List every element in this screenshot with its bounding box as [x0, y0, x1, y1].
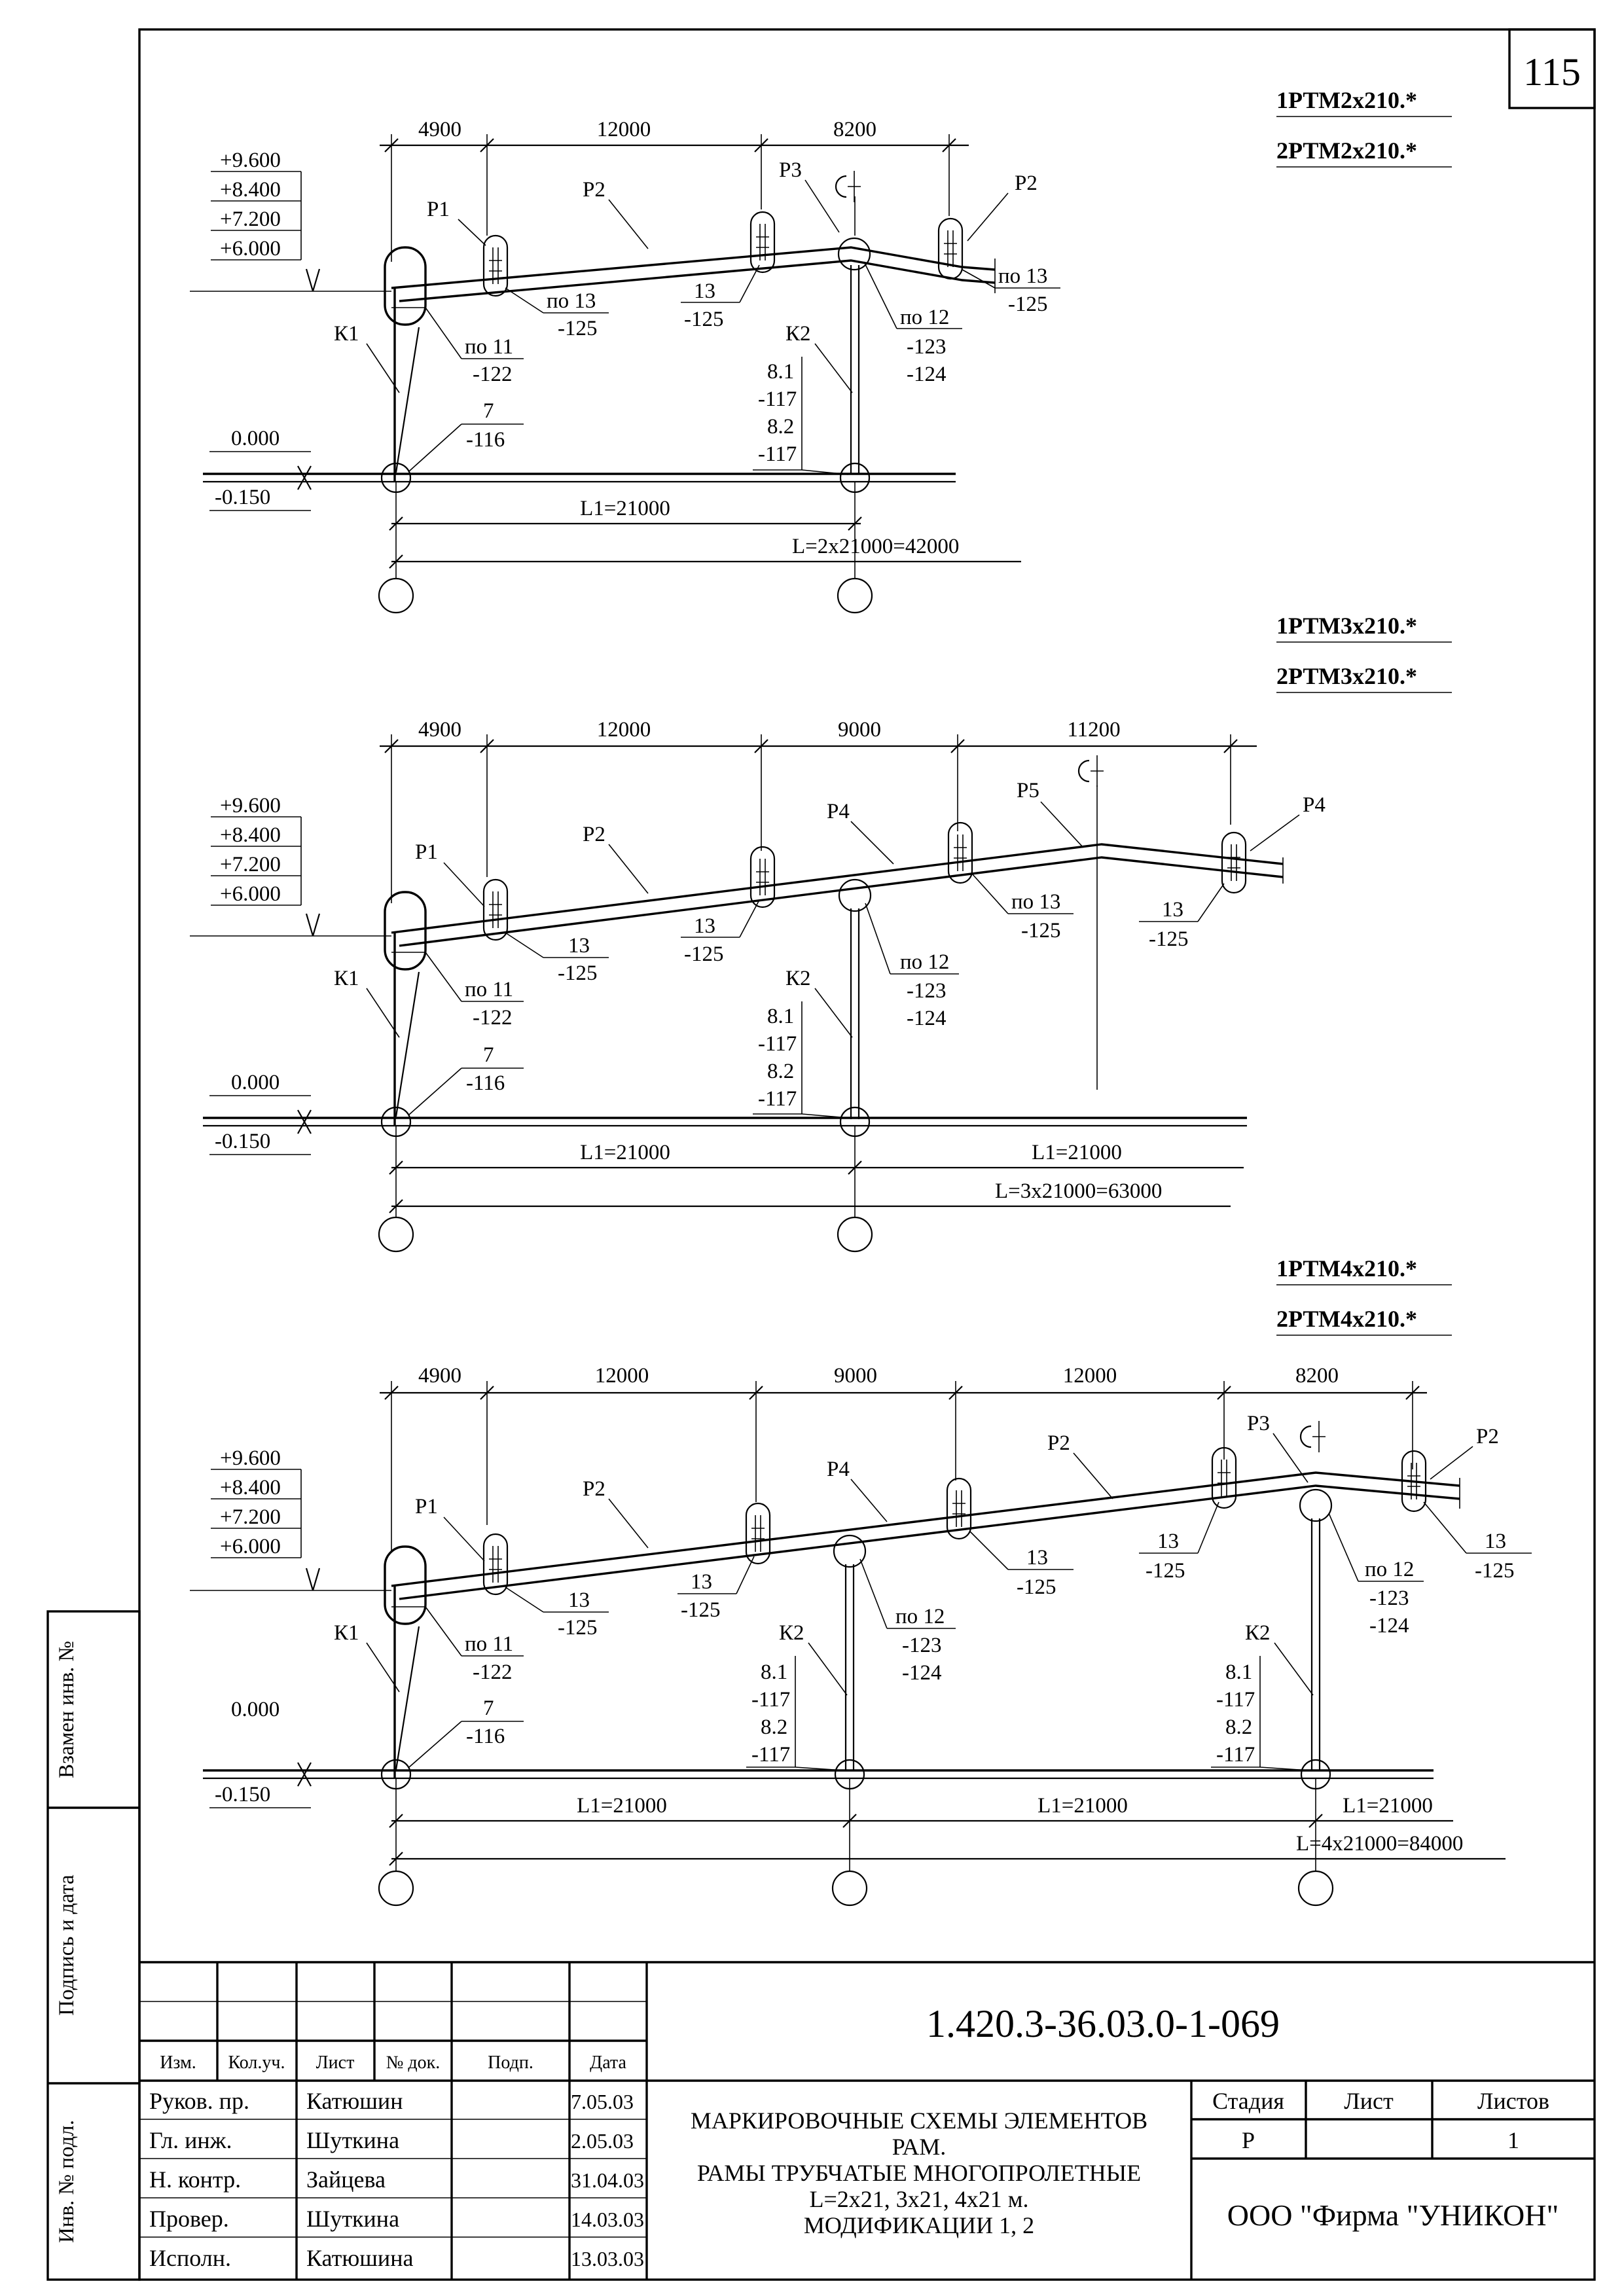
lbl4-p4: Р4: [827, 1458, 850, 1481]
call4-2a: 13: [691, 1570, 712, 1594]
call3-5b: -123: [907, 979, 947, 1003]
call4-2b: -125: [681, 1598, 721, 1622]
lvl3-6000: +6.000: [220, 882, 281, 906]
call3-3a: по 13: [1011, 890, 1061, 914]
call-6b: -116: [466, 428, 505, 452]
dim-3-3: 9000: [838, 718, 881, 742]
call-4c: -124: [907, 363, 947, 386]
span4-2: L1=21000: [1038, 1794, 1128, 1818]
title-block: [139, 1962, 1595, 2280]
call4-1a: 13: [568, 1588, 590, 1612]
call-4a: по 12: [900, 306, 950, 329]
total3: L=3х21000=63000: [995, 1179, 1163, 1203]
call4-11d: -117: [1216, 1743, 1255, 1767]
dim-3-2: 12000: [596, 718, 651, 742]
lvl4-6000: +6.000: [220, 1535, 281, 1558]
lbl4-k2a: К2: [779, 1621, 804, 1645]
lbl3-p4: Р4: [827, 800, 850, 823]
call-5b: -122: [473, 363, 513, 386]
title-line-3: РАМЫ ТРУБЧАТЫЕ МНОГОПРОЛЕТНЫЕ: [696, 2160, 1142, 2186]
call-7b: -117: [758, 387, 797, 411]
call3-4b: -125: [1149, 927, 1189, 951]
row2-name: Шуткина: [306, 2127, 400, 2153]
call3-4a: 13: [1162, 898, 1183, 922]
mark-3: 1РТМ3х210.*: [1276, 613, 1417, 639]
lbl3-p1: Р1: [415, 840, 438, 864]
sheets-value: 1: [1507, 2127, 1519, 2153]
lbl4-p2: Р2: [583, 1477, 605, 1501]
lbl3-k2: К2: [785, 967, 811, 990]
call3-8c: 8.2: [767, 1060, 795, 1083]
hdr-izm: Изм.: [160, 2053, 196, 2073]
dim4-2: 12000: [594, 1364, 649, 1388]
call4-10c: 8.2: [761, 1715, 788, 1739]
title-line-2: РАМ.: [892, 2134, 947, 2160]
call3-7a: 7: [483, 1043, 494, 1067]
lbl3-p5: Р5: [1017, 779, 1039, 802]
hdr-kolu: Кол.уч.: [228, 2053, 285, 2073]
lvl-8400: +8.400: [220, 178, 281, 202]
call3-2a: 13: [694, 914, 715, 938]
call3-2b: -125: [684, 942, 724, 966]
call3-1a: 13: [568, 934, 590, 958]
call4-10a: 8.1: [761, 1660, 788, 1684]
lvl3-7200: +7.200: [220, 853, 281, 876]
call4-11c: 8.2: [1225, 1715, 1253, 1739]
call4-11a: 8.1: [1225, 1660, 1253, 1684]
sheets-label: Листов: [1477, 2088, 1549, 2114]
call-3b: -125: [1008, 293, 1048, 316]
ground3-150: -0.150: [215, 1130, 271, 1153]
call4-10d: -117: [751, 1743, 791, 1767]
dim-2: 12000: [596, 118, 651, 141]
sheet-number: 115: [1523, 50, 1581, 94]
row4-role: Провер.: [149, 2206, 229, 2232]
lbl4-k2b: К2: [1245, 1621, 1271, 1645]
call-7a: 8.1: [767, 360, 795, 384]
row1-date: 7.05.03: [571, 2090, 634, 2113]
call4-9b: -116: [466, 1725, 505, 1748]
call4-3b: -125: [1017, 1575, 1056, 1599]
title-line-4: L=2х21, 3х21, 4х21 м.: [809, 2186, 1029, 2212]
call3-7b: -116: [466, 1071, 505, 1095]
hdr-podp: Подп.: [488, 2053, 533, 2073]
lvl3-8400: +8.400: [220, 823, 281, 847]
lvl4-9600: +9.600: [220, 1446, 281, 1470]
call-2b: -125: [684, 308, 724, 331]
span4-3: L1=21000: [1343, 1794, 1433, 1818]
call4-5a: 13: [1485, 1530, 1506, 1553]
call-1b: -125: [558, 317, 598, 340]
lbl-k1: К1: [334, 322, 359, 346]
call-1a: по 13: [547, 289, 596, 313]
lvl4-7200: +7.200: [220, 1505, 281, 1529]
row3-role: Н. контр.: [149, 2166, 242, 2193]
stage-value: Р: [1241, 2127, 1255, 2153]
call4-5b: -125: [1475, 1559, 1515, 1583]
ground-150: -0.150: [215, 486, 271, 509]
diagram-frame-4span: [190, 1255, 1532, 1905]
call4-6c: -124: [902, 1661, 942, 1685]
lbl-k2: К2: [785, 322, 811, 346]
row2-date: 2.05.03: [571, 2129, 634, 2153]
total4: L=4х21000=84000: [1296, 1832, 1464, 1856]
dim-3: 8200: [833, 118, 876, 141]
dim-1: 4900: [418, 118, 461, 141]
call-5a: по 11: [465, 335, 514, 359]
lbl-p2: Р2: [583, 178, 605, 202]
ground4-0: 0.000: [231, 1698, 280, 1721]
row1-name: Катюшин: [306, 2088, 403, 2114]
stamp-sign-date: Подпись и дата: [55, 1874, 79, 2016]
lbl3-k1: К1: [334, 967, 359, 990]
row2-role: Гл. инж.: [149, 2127, 232, 2153]
call3-6a: по 11: [465, 978, 514, 1001]
diagram-frame-3span: [190, 613, 1452, 1251]
call-3a: по 13: [998, 264, 1048, 288]
lvl3-9600: +9.600: [220, 794, 281, 817]
mark-6: 2РТМ4х210.*: [1276, 1306, 1417, 1332]
hdr-list: Лист: [316, 2053, 355, 2073]
span4-1: L1=21000: [577, 1794, 667, 1818]
lbl4-p2c: Р2: [1047, 1431, 1070, 1455]
company: ООО "Фирма "УНИКОН": [1227, 2198, 1559, 2232]
dim-3-1: 4900: [418, 718, 461, 742]
sheet-label: Лист: [1344, 2088, 1394, 2114]
lvl-6000: +6.000: [220, 237, 281, 260]
call4-8b: -122: [473, 1660, 513, 1684]
dim4-3: 9000: [834, 1364, 877, 1388]
stamp-replace-inv: Взамен инв. №: [55, 1640, 79, 1779]
mark-1: 1РТМ2х210.*: [1276, 87, 1417, 113]
call3-3b: -125: [1021, 919, 1061, 942]
dim-3-4: 11200: [1067, 718, 1121, 742]
hdr-doc: № док.: [386, 2053, 441, 2073]
ground-0: 0.000: [231, 427, 280, 450]
dim4-4: 12000: [1062, 1364, 1117, 1388]
title-line-1: МАРКИРОВОЧНЫЕ СХЕМЫ ЭЛЕМЕНТОВ: [690, 2108, 1148, 2134]
call3-8a: 8.1: [767, 1005, 795, 1028]
call4-1b: -125: [558, 1616, 598, 1640]
call4-8a: по 11: [465, 1632, 514, 1656]
row5-role: Исполн.: [149, 2245, 231, 2271]
call4-7a: по 12: [1365, 1558, 1415, 1581]
ground4-150: -0.150: [215, 1783, 271, 1806]
call4-7c: -124: [1369, 1614, 1409, 1638]
hdr-date: Дата: [590, 2053, 626, 2073]
lvl-7200: +7.200: [220, 207, 281, 231]
span3-1: L1=21000: [580, 1141, 670, 1164]
call-7d: -117: [758, 442, 797, 466]
call-2a: 13: [694, 279, 715, 303]
lbl3-p4b: Р4: [1303, 793, 1326, 817]
span3-2: L1=21000: [1032, 1141, 1122, 1164]
lvl-9600: +9.600: [220, 149, 281, 172]
call4-3a: 13: [1026, 1546, 1048, 1570]
row5-date: 13.03.03: [571, 2247, 644, 2270]
lbl4-p1: Р1: [415, 1495, 438, 1518]
row3-date: 31.04.03: [571, 2168, 644, 2192]
stamp-inv-orig: Инв. № подл.: [55, 2119, 79, 2244]
row4-name: Шуткина: [306, 2206, 400, 2232]
call3-8b: -117: [758, 1032, 797, 1056]
row4-date: 14.03.03: [571, 2208, 644, 2231]
stage-label: Стадия: [1212, 2088, 1284, 2114]
call4-4b: -125: [1146, 1559, 1185, 1583]
title-line-5: МОДИФИКАЦИИ 1, 2: [803, 2212, 1035, 2238]
doc-code: 1.420.3-36.03.0-1-069: [926, 2002, 1280, 2045]
call3-5a: по 12: [900, 950, 950, 974]
call3-8d: -117: [758, 1087, 797, 1111]
call3-5c: -124: [907, 1007, 947, 1030]
call4-9a: 7: [483, 1696, 494, 1720]
call-7c: 8.2: [767, 415, 795, 439]
mark-2: 2РТМ2х210.*: [1276, 137, 1417, 164]
mark-5: 1РТМ4х210.*: [1276, 1255, 1417, 1282]
call4-7b: -123: [1369, 1587, 1409, 1610]
call3-1b: -125: [558, 961, 598, 985]
total-span: L=2х21000=42000: [792, 535, 960, 558]
lbl-p3: Р3: [779, 158, 802, 182]
mark-4: 2РТМ3х210.*: [1276, 663, 1417, 689]
row3-name: Зайцева: [306, 2166, 386, 2193]
call4-6a: по 12: [895, 1605, 945, 1628]
lbl4-k1: К1: [334, 1621, 359, 1645]
lbl-p2b: Р2: [1015, 171, 1038, 195]
call4-10b: -117: [751, 1688, 791, 1712]
lbl4-p3: Р3: [1247, 1412, 1270, 1435]
dim4-1: 4900: [418, 1364, 461, 1388]
dim4-5: 8200: [1295, 1364, 1339, 1388]
sheet-frame: [139, 29, 1595, 2280]
call-4b: -123: [907, 335, 947, 359]
call4-6b: -123: [902, 1634, 942, 1657]
diagram-frame-2span: [190, 87, 1452, 613]
ground3-0: 0.000: [231, 1071, 280, 1094]
call4-4a: 13: [1157, 1530, 1179, 1553]
call4-11b: -117: [1216, 1688, 1255, 1712]
lvl4-8400: +8.400: [220, 1476, 281, 1499]
lbl-p1: Р1: [427, 198, 450, 221]
lbl4-p2d: Р2: [1476, 1425, 1499, 1448]
side-stamps: [48, 1611, 139, 2280]
span-1: L1=21000: [580, 497, 670, 520]
call-6a: 7: [483, 399, 494, 423]
row5-name: Катюшина: [306, 2245, 414, 2271]
call3-6b: -122: [473, 1006, 513, 1030]
row1-role: Руков. пр.: [149, 2088, 249, 2114]
lbl3-p2: Р2: [583, 823, 605, 846]
